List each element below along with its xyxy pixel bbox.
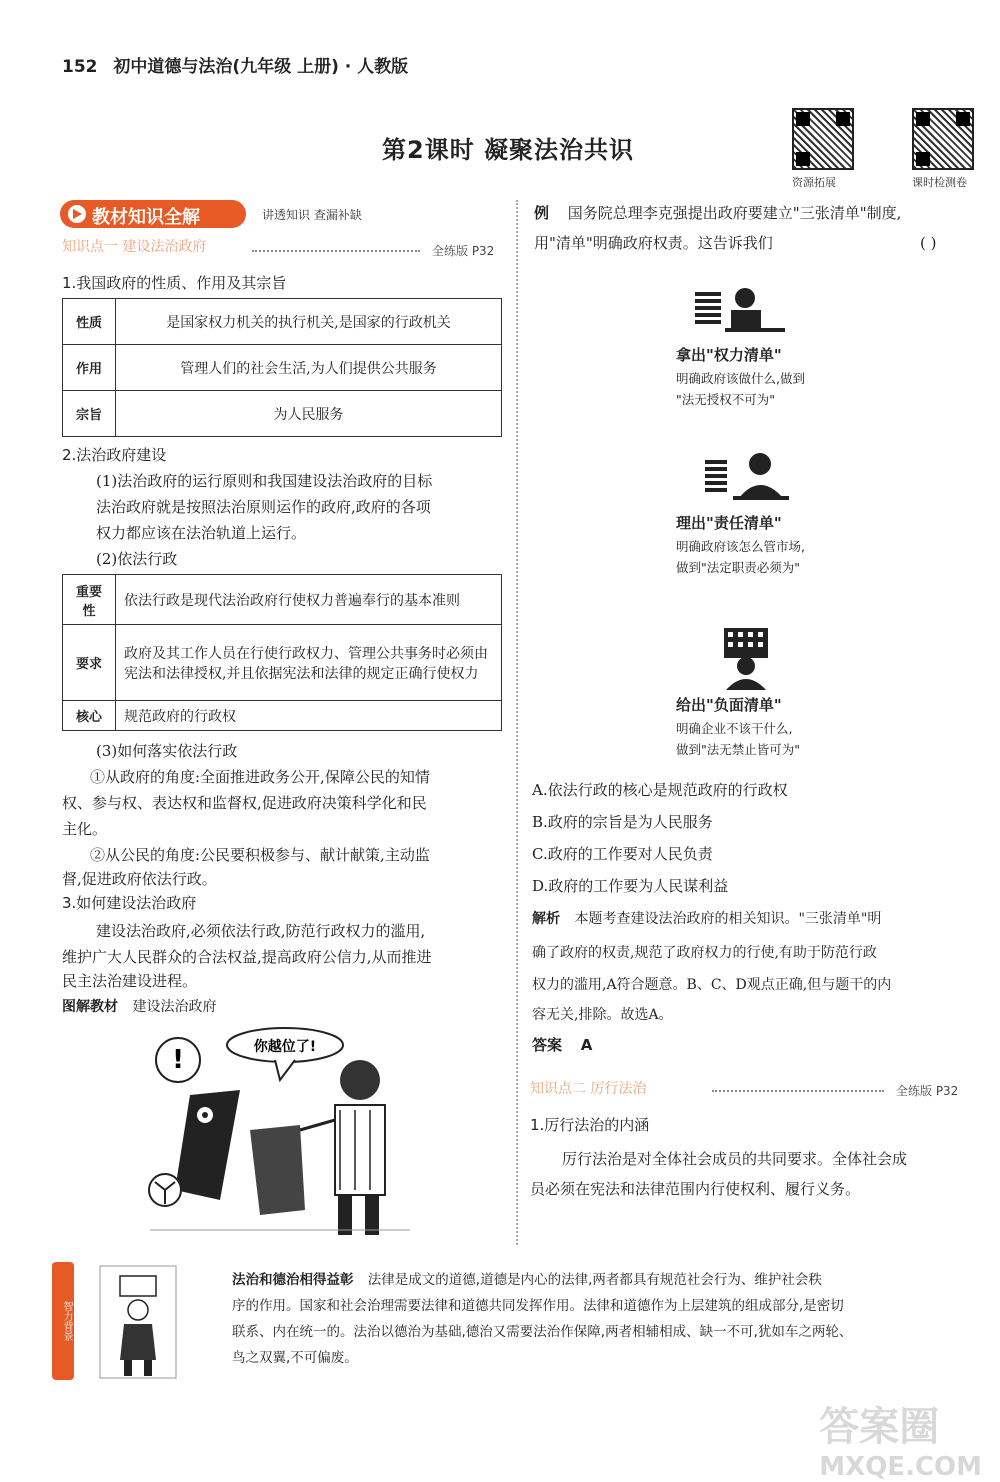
answer-line — [532, 1032, 592, 1058]
nature-table — [62, 298, 502, 437]
knowledge-point-1: 知识点一 建设法治政府 — [62, 239, 207, 255]
kp2-ref: 全练版 P32 — [896, 1084, 959, 1098]
table-value: 规范政府的行政权 — [116, 701, 502, 731]
watermark-main: 答案圈 — [819, 1404, 940, 1450]
example-question: 国务院总理李克强提出政府要建立"三张清单"制度, — [567, 204, 902, 222]
analysis-text: 容无关,排除。故选A。 — [532, 1007, 673, 1023]
s4-line: 员必须在宪法和法律范围内行使权利、履行义务。 — [530, 1180, 861, 1198]
lesson-title: 第2课时 凝聚法治共识 — [382, 136, 635, 164]
watermark — [819, 1395, 982, 1482]
s3-heading: 3.如何建设法治政府 — [62, 894, 197, 912]
s3-line: 建设法治政府,必须依法行政,防范行政权力的滥用, — [96, 922, 426, 940]
running-header — [62, 52, 408, 77]
example-tag: 例 — [534, 204, 550, 222]
background-text: 鸟之双翼,不可偏废。 — [232, 1350, 358, 1366]
qr-code-icon[interactable] — [912, 108, 974, 170]
answer-label: 答案 — [532, 1036, 563, 1054]
example-question: 用"清单"明确政府权责。这告诉我们 — [534, 234, 773, 252]
list-text: 做到"法定职责必须为" — [676, 560, 800, 575]
s2-p3-line: 主化。 — [62, 820, 108, 838]
list-text: 做到"法无禁止皆可为" — [676, 742, 800, 757]
responsibility-list-icon — [705, 448, 795, 504]
analysis-label: 解析 — [532, 911, 560, 927]
qr-code-icon[interactable] — [792, 108, 854, 170]
s2-p3-line: 权、参与权、表达权和监督权,促进政府决策科学化和民 — [62, 794, 427, 812]
table-key: 核心 — [63, 701, 116, 731]
background-line — [232, 1268, 822, 1292]
table-value: 是国家权力机关的执行机关,是国家的行政机关 — [116, 299, 502, 345]
background-strip: 智力背景 — [52, 1262, 74, 1380]
banner-subtitle: 讲透知识 查漏补缺 — [262, 208, 362, 222]
analysis-line — [532, 906, 881, 932]
knowledge-point-2: 知识点二 厉行法治 — [530, 1081, 647, 1097]
analysis-text: 权力的滥用,A符合题意。B、C、D观点正确,但与题干的内 — [532, 977, 892, 993]
list-text: "法无授权不可为" — [676, 392, 775, 407]
option-b: B.政府的宗旨是为人民服务 — [532, 813, 713, 831]
s2-p1: (1)法治政府的运行原则和我国建设法治政府的目标 — [96, 472, 433, 490]
s4-line: 厉行法治是对全体社会成员的共同要求。全体社会成 — [562, 1150, 908, 1168]
table-value: 为人民服务 — [116, 391, 502, 437]
analysis-text: 确了政府的权责,规范了政府权力的行使,有助于防范行政 — [532, 945, 877, 961]
negative-list-icon — [716, 628, 776, 690]
book-title: 初中道德与法治(九年级 上册) · 人教版 — [113, 57, 409, 77]
dotted-leader — [712, 1090, 884, 1092]
background-text: 法律是成文的道德,道德是内心的法律,两者都具有规范社会行为、维护社会秩 — [367, 1272, 822, 1288]
figure-label: 图解教材 — [62, 999, 118, 1015]
s2-p3-line: 督,促进政府依法行政。 — [62, 870, 217, 888]
table-key: 要求 — [63, 625, 116, 701]
figure-title: 建设法治政府 — [132, 999, 217, 1015]
s2-p3-line: ②从公民的角度:公民要积极参与、献计献策,主动监 — [90, 846, 430, 864]
table-value: 依法行政是现代法治政府行使权力普遍奉行的基本准则 — [116, 575, 502, 625]
list-title: 拿出"权力清单" — [676, 346, 782, 364]
qr-label: 课时检测卷 — [912, 176, 967, 189]
column-divider — [516, 200, 518, 1245]
s2-p1-body: 权力都应该在法治轨道上运行。 — [96, 524, 307, 542]
page-number: 152 — [62, 57, 98, 77]
cartoon-illustration — [130, 1020, 510, 1245]
list-text: 明确企业不该干什么, — [676, 721, 793, 736]
list-text: 明确政府该怎么管市场, — [676, 539, 805, 554]
example-line1 — [534, 200, 901, 226]
power-list-icon — [695, 282, 785, 338]
qr-label: 资源拓展 — [792, 176, 836, 189]
s4-heading: 1.厉行法治的内涵 — [530, 1116, 650, 1134]
list-title: 给出"负面清单" — [676, 696, 782, 714]
kp1-ref: 全练版 P32 — [432, 244, 495, 258]
reading-person-illustration — [98, 1264, 178, 1380]
background-text: 序的作用。国家和社会治理需要法律和道德共同发挥作用。法律和道德作为上层建筑的组成部分,是密切 — [232, 1298, 844, 1314]
answer-value: A — [580, 1036, 593, 1054]
s1-heading: 1.我国政府的性质、作用及其宗旨 — [62, 274, 287, 292]
s2-p2: (2)依法行政 — [96, 550, 178, 568]
s3-line: 维护广大人民群众的合法权益,提高政府公信力,从而推进 — [62, 948, 432, 966]
option-a: A.依法行政的核心是规范政府的行政权 — [532, 781, 788, 799]
background-text: 联系、内在统一的。法治以德治为基础,德治又需要法治作保障,两者相辅相成、缺一不可,犹如车之两轮、 — [232, 1324, 853, 1340]
option-c: C.政府的工作要对人民负责 — [532, 845, 713, 863]
qr-test[interactable] — [912, 108, 974, 190]
section-banner — [60, 200, 246, 228]
table-key: 性质 — [63, 299, 116, 345]
speech-text: 你越位了! — [253, 1039, 317, 1055]
list-text: 明确政府该做什么,做到 — [676, 371, 805, 386]
table-key: 重要性 — [63, 575, 116, 625]
option-d: D.政府的工作要为人民谋利益 — [532, 877, 729, 895]
svg-text:!: ! — [172, 1045, 184, 1075]
table-key: 宗旨 — [63, 391, 116, 437]
dotted-leader — [252, 250, 420, 252]
s2-p3-line: ①从政府的角度:全面推进政务公开,保障公民的知情 — [90, 768, 430, 786]
speaker-icon — [68, 205, 86, 223]
analysis-text: 本题考查建设法治政府的相关知识。"三张清单"明 — [574, 911, 882, 927]
table-value: 管理人们的社会生活,为人们提供公共服务 — [116, 345, 502, 391]
s2-heading: 2.法治政府建设 — [62, 446, 167, 464]
s2-p3: (3)如何落实依法行政 — [96, 742, 238, 760]
watermark-sub: MXQE.COM — [819, 1452, 982, 1482]
qr-resource[interactable] — [792, 108, 854, 190]
admin-table — [62, 574, 502, 731]
answer-blank: ( ) — [920, 234, 937, 252]
table-value: 政府及其工作人员在行使行政权力、管理公共事务时必须由宪法和法律授权,并且依据宪法和法律的规定正确行使权力 — [116, 625, 502, 701]
s3-line: 民主法治建设进程。 — [62, 972, 198, 990]
banner-title: 教材知识全解 — [92, 207, 200, 228]
table-key: 作用 — [63, 345, 116, 391]
s2-p1-body: 法治政府就是按照法治原则运作的政府,政府的各项 — [96, 498, 431, 516]
background-title: 法治和德治相得益彰 — [232, 1272, 354, 1288]
figure-caption — [62, 996, 216, 1016]
list-title: 理出"责任清单" — [676, 514, 782, 532]
